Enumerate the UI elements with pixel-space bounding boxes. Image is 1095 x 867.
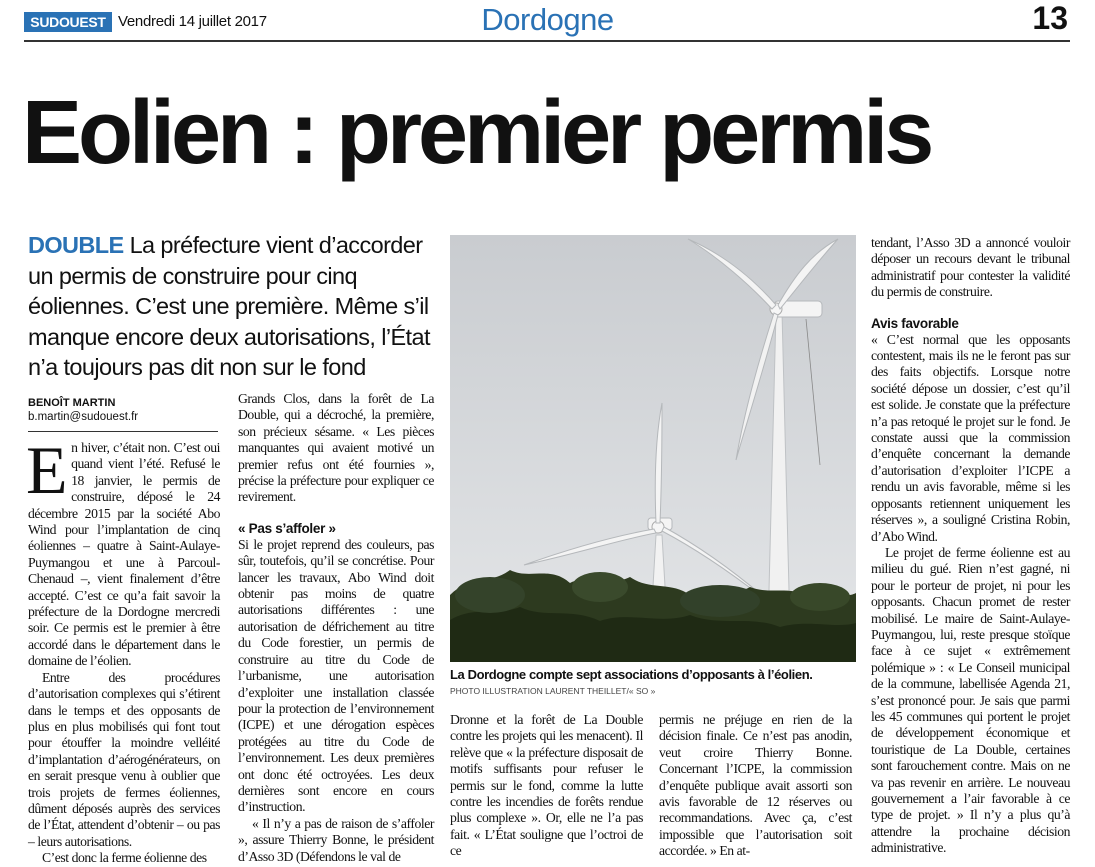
article-column-4: [659, 712, 852, 860]
article-paragraph: Dronne et la forêt de La Double contre les projets qui les menacent). Il relève que « la préfecture disposait de motifs suffisants pour refuser le permis sur le fond, comme la lutte contre les incendies de forêts rendue plus complexe ». Or, elle ne l’a pas fait. « L’État souligne que l’octroi de ce: [450, 712, 643, 859]
photo-caption: La Dordogne compte sept associations d’opposants à l’éolien.: [450, 667, 813, 682]
author-name: BENOÎT MARTIN: [28, 397, 116, 409]
subheading-pas-s-affoler: « Pas s’affoler »: [238, 520, 336, 536]
standfirst: [28, 230, 443, 383]
subheading-avis-favorable: Avis favorable: [871, 315, 959, 331]
photo-credit: PHOTO ILLUSTRATION LAURENT THEILLET/« SO »: [450, 686, 656, 696]
article-column-2: [238, 391, 434, 865]
article-paragraph: Le projet de ferme éolienne est au milieu du gué. Rien n’est gagné, ni pour le porteur de projet, ni pour les opposants. Chacun promet de rester mobilisé. Le maire de Saint-Aulaye-Puymangou, lui, reste presque stoïque face à ce sujet « extrêmement polémique » : « Le Conseil municipal de la commune, labellisée Agenda 21, s’est prononcé pour. Je sais que parmi les 45 communes qui portent le projet de développement économique et touristique de La Double, certaines sont farouchement contre. Mais on ne va pas revenir en arrière. Le nouveau gouvernement a l’air favorable à ce type de projet. » Il n’y a plus qu’à attendre la prochaine décision administrative.: [871, 544, 1070, 856]
article-paragraph: Grands Clos, dans la forêt de La Double, qui a décroché, la première, son précieux sésame. « Les pièces manquantes qui avaient motivé un premier refus ont été fournies », précise la préfecture pour expliquer ce revirement.: [238, 391, 434, 505]
article-column-3: [450, 712, 643, 860]
article-paragraph: En hiver, c’était non. C’est oui quand vient l’été. Refusé le 18 janvier, le permis de construire, déposé le 24 décembre 2015 par la société Abo Wind pour l’implantation de cinq éoliennes – quatre à Saint-Aulaye-Puymangou et une à Parcoul-Chenaud –, vient finalement d’être accepté. C’est ce qu’a fait savoir la préfecture de la Dordogne mercredi soir. Ce permis est le premier à être accordé dans le département dans le domaine de l’éolien.: [26, 432, 220, 669]
article-column-5: [871, 235, 1070, 857]
newspaper-logo: SUDOUEST: [24, 12, 112, 32]
issue-date: Vendredi 14 juillet 2017: [118, 13, 267, 30]
header-rule: [24, 40, 1070, 42]
author-email: b.martin@sudouest.fr: [28, 411, 139, 423]
article-paragraph: « C’est normal que les opposants contestent, mais ils ne le feront pas sur des faits objectifs. Lorsque notre société dépose un dossier, c’est qu’il est solide. Je constate que la préfecture n’a pas retoqué le projet sur le fond. Je constate aussi que la commission d’enquête concernant la demande d’autorisation d’exploiter l’ICPE a rendu un avis favorable, même si les opposants retiennent uniquement les réserves », a souligné Cristina Robin, d’Abo Wind.: [871, 331, 1070, 544]
standfirst-kicker: DOUBLE: [28, 232, 124, 258]
article-paragraph: C’est donc la ferme éolienne des: [42, 850, 207, 866]
drop-cap: E: [26, 432, 68, 508]
article-paragraph: Entre des procédures d’autorisation complexes qui s’étirent dans le temps et des opposants de plus en plus mobilisés qui font tout pour étouffer la moindre velléité d’implantation d’aérogénérateurs, on en serait presque venu à oublier que trois projets de fermes éoliennes, dûment déposés auprès des services de l’État, attendent d’obtenir – ou pas – leurs autorisations.: [28, 669, 220, 849]
article-column-1: [26, 432, 220, 867]
headline: Eolien : premier permis: [22, 83, 931, 183]
page-number: 13: [1032, 0, 1068, 36]
article-paragraph: « Il n’y a pas de raison de s’affoler », assure Thierry Bonne, le président d’Asso 3D (Défendons le val de: [238, 815, 434, 864]
section-title: Dordogne: [481, 2, 614, 37]
wind-turbine-photo: [450, 235, 856, 662]
standfirst-text: La préfecture vient d’accorder un permis de construire pour cinq éoliennes. C’est une première. Même s’il manque encore deux autorisations, l’État n’a toujours pas dit non sur le fond: [28, 232, 430, 380]
article-paragraph: permis ne préjuge en rien de la décision finale. Ce n’est pas anodin, veut croire Thierry Bonne. Concernant l’ICPE, la commission d’enquête publique avait assorti son avis favorable de 12 réserves ou recommandations. Avec ça, c’est impossible que l’autorisation soit accordée. » En at-: [659, 712, 852, 859]
article-paragraph: tendant, l’Asso 3D a annoncé vouloir déposer un recours devant le tribunal administratif pour contester la validité du permis de construire.: [871, 235, 1070, 300]
article-paragraph: Si le projet reprend des couleurs, pas sûr, toutefois, qu’il se concrétise. Pour lancer les travaux, Abo Wind doit obtenir pas moins de quatre autorisations différentes : une autorisation de défrichement au titre du Code forestier, un permis de construire au titre du Code de l’urbanisme, une autorisation d’exploiter une installation classée pour la protection de l’environnement (ICPE) et une dérogation espèces protégées au titre du Code de l’environnement. Les deux premières ont donc été octroyées. Les deux dernières sont encore en cours d’instruction.: [238, 536, 434, 815]
